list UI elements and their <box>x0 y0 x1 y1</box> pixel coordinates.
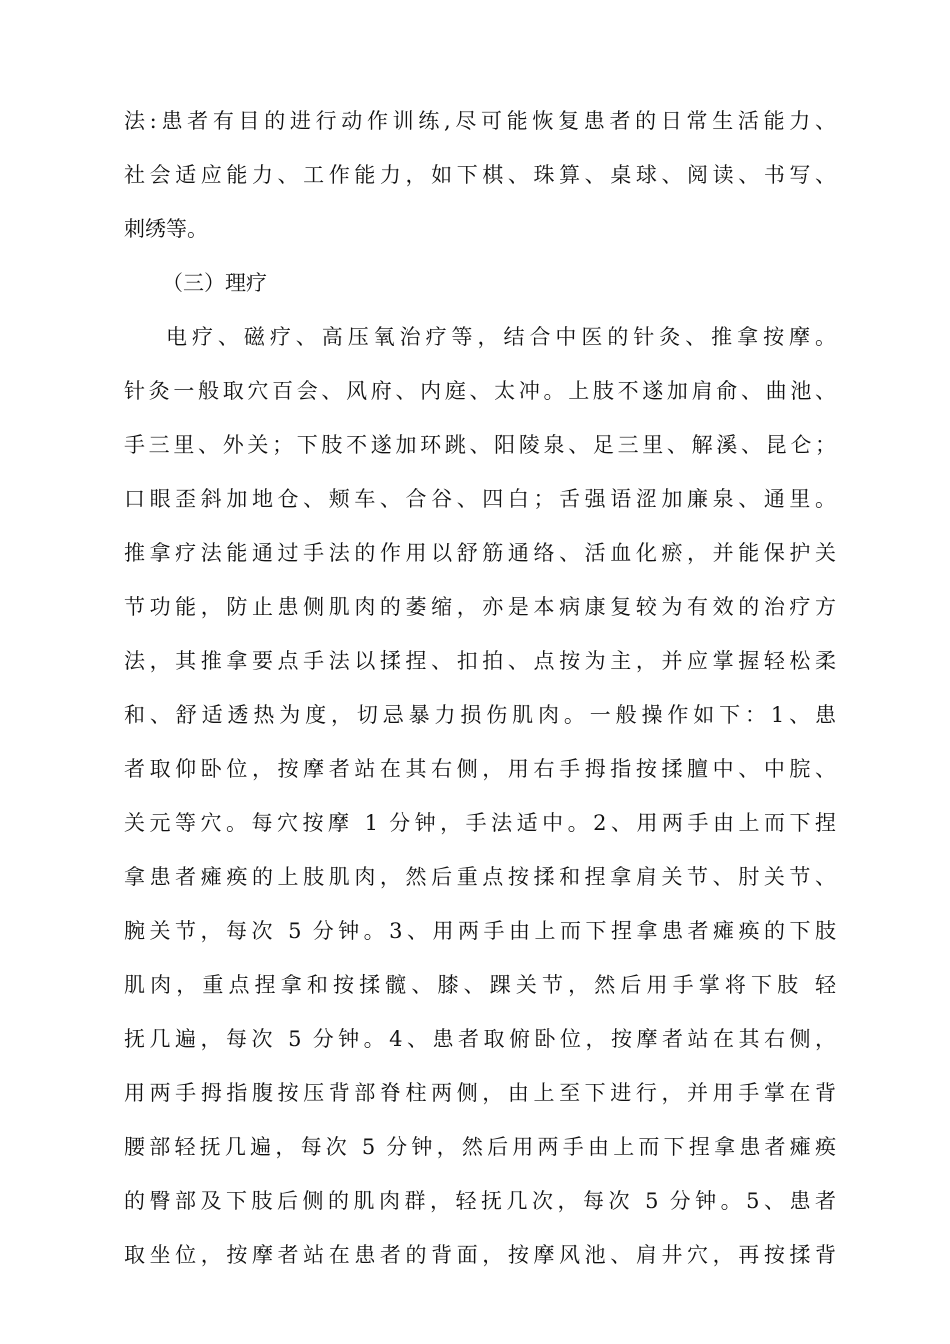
text-line: 法，其推拿要点手法以揉捏、扣拍、点按为主，并应掌握轻松柔 <box>124 649 836 673</box>
text-line: 和、舒适透热为度，切忌暴力损伤肌肉。一般操作如下：1、患 <box>124 703 836 727</box>
text-line: 腕关节，每次 5 分钟。3、用两手由上而下捏拿患者瘫痪的下肢 <box>124 919 836 943</box>
text-line: 社会适应能力、工作能力，如下棋、珠算、桌球、阅读、书写、 <box>124 163 836 187</box>
text-line: 抚几遍，每次 5 分钟。4、患者取俯卧位，按摩者站在其右侧， <box>124 1027 836 1051</box>
text-line: 刺绣等。 <box>124 217 208 241</box>
text-line: 节功能，防止患侧肌肉的萎缩，亦是本病康复较为有效的治疗方 <box>124 595 836 619</box>
text-line: 者取仰卧位，按摩者站在其右侧，用右手拇指按揉膻中、中脘、 <box>124 757 836 781</box>
body-text <box>124 94 836 1282</box>
text-line: 取坐位，按摩者站在患者的背面，按摩风池、肩井穴，再按揉背 <box>124 1243 836 1267</box>
text-line: 手三里、外关；下肢不遂加环跳、阳陵泉、足三里、解溪、昆仑； <box>124 433 836 457</box>
section-heading: （三）理疗 <box>162 271 267 295</box>
text-line: 肌肉，重点捏拿和按揉髋、膝、踝关节，然后用手掌将下肢 轻 <box>124 973 836 997</box>
text-line: 法:患者有目的进行动作训练,尽可能恢复患者的日常生活能力、 <box>124 109 836 133</box>
text-line: 关元等穴。每穴按摩 1 分钟，手法适中。2、用两手由上而下捏 <box>124 811 836 835</box>
text-line: 电疗、磁疗、高压氧治疗等，结合中医的针灸、推拿按摩。 <box>166 325 836 349</box>
text-line: 腰部轻抚几遍，每次 5 分钟，然后用两手由上而下捏拿患者瘫痪 <box>124 1135 836 1159</box>
text-line: 的臀部及下肢后侧的肌肉群，轻抚几次，每次 5 分钟。5、患者 <box>124 1189 836 1213</box>
text-line: 拿患者瘫痪的上肢肌肉，然后重点按揉和捏拿肩关节、肘关节、 <box>124 865 836 889</box>
text-line: 口眼歪斜加地仓、颊车、合谷、四白；舌强语涩加廉泉、通里。 <box>124 487 836 511</box>
text-line: 推拿疗法能通过手法的作用以舒筋通络、活血化瘀，并能保护关 <box>124 541 836 565</box>
text-line: 用两手拇指腹按压背部脊柱两侧，由上至下进行，并用手掌在背 <box>124 1081 836 1105</box>
text-line: 针灸一般取穴百会、风府、内庭、太冲。上肢不遂加肩俞、曲池、 <box>124 379 836 403</box>
